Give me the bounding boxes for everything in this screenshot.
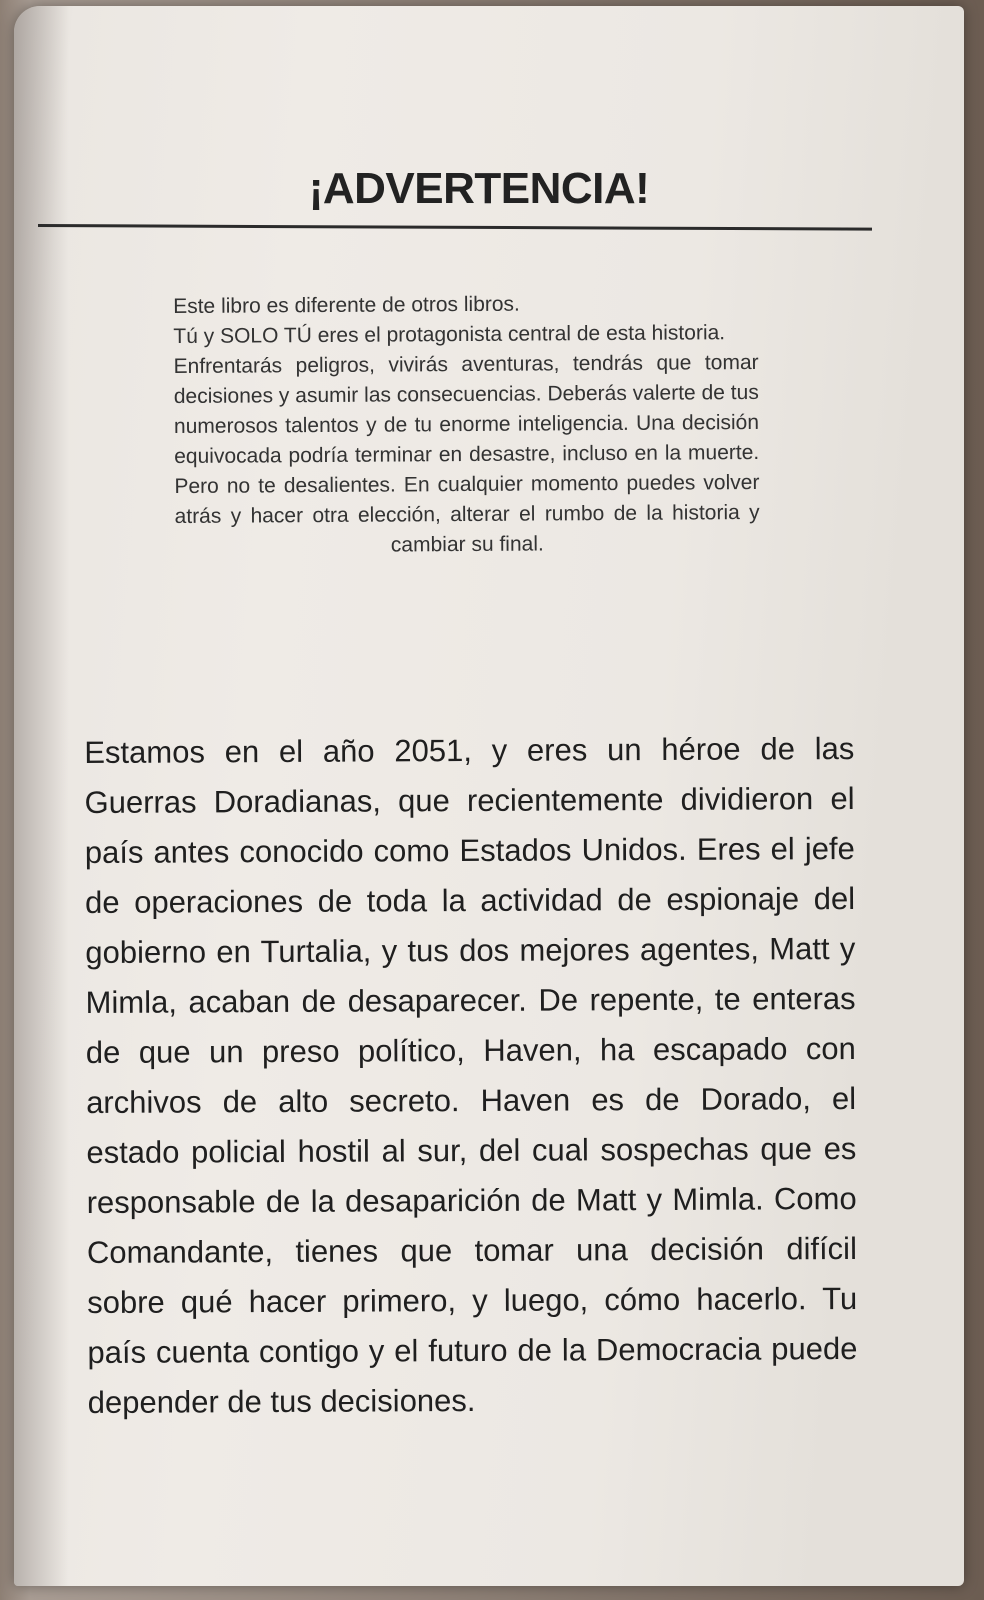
story-intro-block <box>84 724 858 1428</box>
warning-paragraph: Tú y SOLO TÚ eres el protagonista central de esta historia. <box>173 321 726 349</box>
page-title: ¡ADVERTENCIA! <box>308 164 650 213</box>
warning-text-block <box>173 288 760 562</box>
warning-paragraph: Este libro es diferente de otros libros. <box>173 292 520 319</box>
book-page <box>14 6 964 1586</box>
story-paragraph: Estamos en el año 2051, y eres un héroe de las Guerras Doradianas, que recientemente dividieron el país antes conocido como Estados Unidos. Eres el jefe de operaciones de toda la actividad de espionaje del gobierno en Turtalia, y tus dos mejores agentes, Matt y Mimla, acaban de desaparecer. De repente, te enteras de que un preso político, Haven, ha escapado con archivos de alto secreto. Haven es de Dorado, el estado policial hostil al sur, del cual sospechas que es responsable de la desaparición de Matt y Mimla. Como Comandante, tienes que tomar una decisión difícil sobre qué hacer primero, y luego, cómo hacerlo. Tu país cuenta contigo y el futuro de la Democracia puede depender de tus decisiones. <box>84 730 858 1421</box>
warning-paragraph: Enfrentarás peligros, vivirás aventuras, tendrás que tomar decisiones y asumir las consecuencias. Deberás valerte de tus numerosos talentos y de tu enorme inteligencia. Una decisión equivocada podría terminar en desastre, incluso en la muerte. Pero no te desalientes. En cualquier momento puedes volver atrás y hacer otra elección, alterar el rumbo de la historia y cambiar su final. <box>173 350 760 557</box>
title-underline <box>38 224 872 231</box>
spine-shadow <box>14 6 69 1586</box>
